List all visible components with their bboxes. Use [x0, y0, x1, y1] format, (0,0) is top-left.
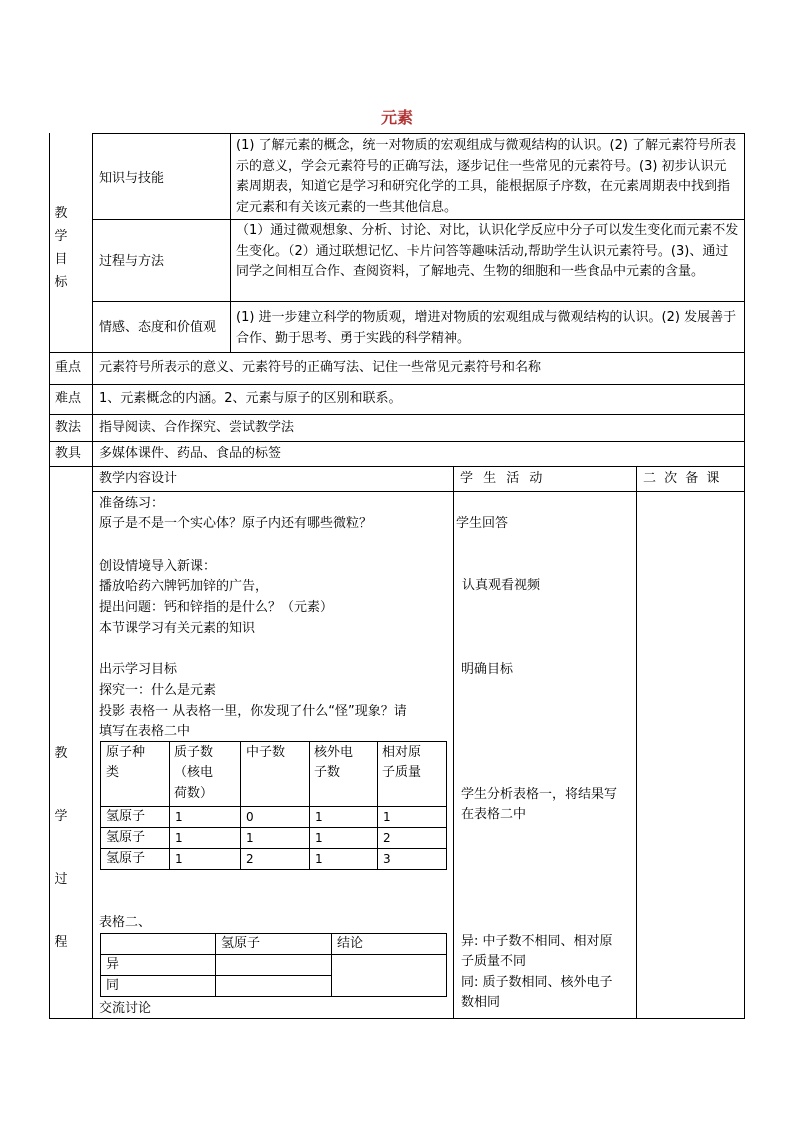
grid-line [92, 301, 745, 302]
table-header: 质子数 [174, 745, 214, 760]
design-line: 创设情境导入新课： [99, 559, 217, 574]
column-header-second: 二 次 备 课 [643, 471, 720, 486]
grid-line [215, 933, 216, 996]
table-cell: 1 [383, 810, 391, 824]
student-activity: 学生分析表格一，将结果写 [461, 787, 618, 802]
table-header: 子质量 [382, 765, 422, 780]
table-row-label: 异 [106, 957, 120, 972]
grid-line [49, 384, 745, 385]
grid-line [744, 133, 745, 1019]
grid-line [49, 414, 745, 415]
key-point-label: 重点 [55, 360, 82, 375]
student-activity: 在表格二中 [461, 807, 527, 822]
grid-line [453, 466, 454, 1019]
design-line: 填写在表格二中 [99, 724, 191, 739]
table-cell: 1 [175, 852, 183, 866]
key-point-content: 元素符号所表示的意义、元素符号的正确写法、记住一些常见元素符号和名称 [99, 360, 542, 375]
table-header: 类 [106, 765, 120, 780]
table-cell: 0 [246, 810, 254, 824]
grid-line [49, 441, 745, 442]
grid-line [100, 933, 447, 934]
difficulty-content: 1、元素概念的内涵。2、元素与原子的区别和联系。 [99, 391, 402, 406]
grid-line [240, 741, 241, 869]
design-line: 本节课学习有关元素的知识 [99, 621, 256, 636]
grid-line [92, 219, 745, 220]
table-header: 原子种 [106, 745, 146, 760]
table-cell: 1 [315, 831, 323, 845]
design-line: 表格二、 [99, 915, 152, 930]
table-cell: 2 [246, 852, 254, 866]
table-cell: 1 [315, 810, 323, 824]
grid-line [446, 933, 447, 996]
row-label-char: 目 [54, 252, 68, 267]
grid-line [100, 806, 447, 807]
table-cell: 2 [383, 831, 391, 845]
objective-content: (1) 进一步建立科学的物质观，增进对物质的宏观组成与微观结构的认识。(2) 发展善于合作、勤于思考、勇于实践的科学精神。 [236, 310, 737, 346]
grid-line [49, 466, 745, 467]
design-line: 原子是不是一个实心体？原子内还有哪些微粒？ [99, 516, 373, 531]
grid-line [100, 741, 447, 742]
table-header: 子数 [314, 765, 341, 780]
grid-line [92, 133, 745, 134]
student-activity: 明确目标 [461, 662, 514, 677]
grid-line [49, 1018, 745, 1019]
grid-line [100, 933, 101, 996]
table-header: 荷数） [174, 786, 214, 801]
table-cell: 3 [383, 852, 391, 866]
table-cell: 氢原子 [106, 851, 146, 866]
grid-line [230, 133, 231, 352]
column-header-design: 教学内容设计 [99, 471, 178, 486]
table-header: 中子数 [246, 745, 286, 760]
student-activity: 异: 中子数不相同、相对原 [461, 934, 613, 949]
objective-label: 过程与方法 [99, 254, 165, 269]
row-label-char: 教 [54, 746, 68, 761]
page-title: 元素 [380, 108, 413, 127]
table-cell: 氢原子 [106, 830, 146, 845]
design-line: 准备练习： [99, 496, 165, 511]
grid-line [92, 133, 93, 1019]
table-row-label: 同 [106, 978, 120, 993]
grid-line [446, 741, 447, 869]
table-cell: 1 [175, 810, 183, 824]
row-label-char: 程 [54, 935, 68, 950]
difficulty-label: 难点 [55, 391, 82, 406]
method-label: 教法 [55, 420, 82, 435]
column-header-student: 学 生 活 动 [460, 471, 543, 486]
tools-label: 教具 [55, 446, 82, 461]
table-cell: 1 [315, 852, 323, 866]
row-label-char: 学 [54, 809, 68, 824]
grid-line [100, 741, 101, 869]
grid-line [100, 996, 447, 997]
grid-line [636, 466, 637, 1019]
student-activity: 认真观看视频 [462, 578, 541, 593]
design-line: 提出问题：钙和锌指的是什么？（元素） [99, 600, 334, 615]
method-content: 指导阅读、合作探究、尝试教学法 [99, 420, 295, 435]
grid-line [309, 741, 310, 869]
design-line: 出示学习目标 [99, 662, 178, 677]
student-activity: 子质量不同 [461, 954, 527, 969]
table-header: 结论 [337, 936, 364, 951]
table-header: 相对原 [382, 745, 422, 760]
student-activity: 数相同 [461, 995, 501, 1010]
grid-line [92, 491, 745, 492]
objective-content: (1) 了解元素的概念，统一对物质的宏观组成与微观结构的认识。(2) 了解元素符号所表示的意义，学会元素符号的正确写法，逐步记住一些常见的元素符号。(3) 初步认识元素周期表，知道它是学习和研究化学的工具，能根据原子序数，在元素周期表中找到指定元素和有关该元素的一些其他信息。 [236, 138, 737, 215]
grid-line [100, 869, 447, 870]
grid-line [100, 954, 447, 955]
design-line: 投影 表格一 从表格一里，你发现了什么“怪”现象？请 [99, 704, 407, 719]
row-label-char: 教 [54, 206, 68, 221]
grid-line [49, 352, 745, 353]
design-line: 播放哈药六牌钙加锌的广告， [99, 579, 269, 594]
objective-label: 情感、态度和价值观 [99, 320, 217, 335]
objective-label: 知识与技能 [99, 171, 165, 186]
row-label-char: 标 [54, 275, 68, 290]
row-label-char: 过 [54, 872, 68, 887]
table-header: （核电 [174, 765, 214, 780]
grid-line [100, 848, 447, 849]
objective-content: （1）通过微观想象、分析、讨论、对比，认识化学反应中分子可以发生变化而元素不发生变化。（2）通过联想记忆、卡片问答等趣味活动,帮助学生认识元素符号。(3)、通过同学之间相互合作、查阅资料，了解地壳、生物的细胞和一些食品中元素的含量。 [236, 223, 739, 279]
grid-line [49, 133, 50, 1019]
table-cell: 氢原子 [106, 809, 146, 824]
student-activity: 学生回答 [456, 516, 509, 531]
grid-line [169, 741, 170, 869]
grid-line [377, 741, 378, 869]
student-activity: 同: 质子数相同、核外电子 [461, 975, 613, 990]
table-cell: 1 [175, 831, 183, 845]
row-label-char: 学 [54, 229, 68, 244]
table-header: 核外电 [314, 745, 354, 760]
table-header: 氢原子 [221, 936, 261, 951]
design-line: 探究一：什么是元素 [99, 683, 217, 698]
tools-content: 多媒体课件、药品、食品的标签 [99, 446, 282, 461]
grid-line [331, 933, 332, 996]
design-line: 交流讨论 [99, 1001, 152, 1016]
grid-line [100, 827, 447, 828]
table-cell: 1 [246, 831, 254, 845]
